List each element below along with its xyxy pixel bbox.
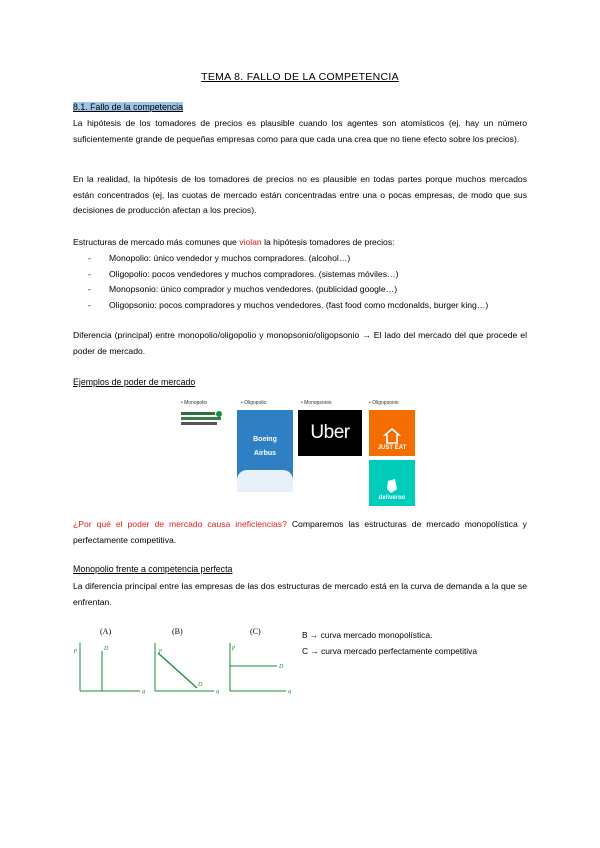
legend-c: C → curva mercado perfectamente competitiva [302,646,478,656]
graph-b-q-label: q [216,689,219,695]
list-item [88,251,488,267]
house-icon [383,427,401,445]
graph-a-p-label: p [74,648,77,654]
kangaroo-icon [383,477,401,495]
monopoly-logo-icon [181,410,225,428]
deliveroo-logo [369,460,415,506]
list-dash: - [88,268,91,279]
graph-b-demand-line [158,653,197,688]
paragraph-tomadores-precios: La hipótesis de los tomadores de precios es plausible cuando los agentes son atomísticos (ej. hay un número suficientemente grande de pequeñas empresas como para que cada una crea que no tiene efecto sobre los precios). [73,118,527,144]
paragraph-diferencia-demanda: La diferencia principal entre las empresas de las dos estructuras de mercado está en la curva de demanda a la que se enfrentan. [73,581,527,607]
book-title-airbus: Airbus [253,450,277,457]
book-clouds [237,470,293,492]
list-item-text: Oligopsonio: pocos compradores y muchos vendedores. (fast food como mcdonalds, burger king…) [109,299,489,310]
paragraph-pregunta [73,517,527,548]
graph-legend [302,627,477,659]
intro-text-a: Estructuras de mercado más comunes que [73,237,240,247]
just-eat-text: JUST EAT [377,445,407,451]
book-title-boeing: Boeing [253,436,277,443]
paragraph-realidad: En la realidad, la hipótesis de los tomadores de precios no es plausible en todas partes porque muchos mercados están concentrados (ej. las cuotas de mercado están concentradas entre una o pocas empresas, de modo que sus decisiones de producción afectan a los precios). [73,174,527,216]
demand-curves-graph [70,625,300,700]
market-power-examples-image [177,400,423,506]
graph-c-d-label: D [279,664,284,670]
list-item [88,282,488,298]
list-dash: - [88,253,91,263]
list-dash: - [88,284,91,295]
examples-heading: Ejemplos de poder de mercado [73,377,196,387]
legend-b: B → curva mercado monopolística. [302,630,433,640]
graph-a-d-label: D [104,646,109,652]
list-item-text: Monopolio: único vendedor y muchos compradores. (alcohol…) [109,253,351,263]
graph-c-q-label: q [288,689,291,695]
intro-text-violan: violan [239,237,262,247]
list-item [88,298,488,314]
graph-c-label: (C) [250,627,261,636]
graph-c-p-label: p [232,645,235,651]
question-rest-text: Comparemos las estructuras de mercado monopolística y perfectamente competitiva. [73,519,527,545]
graph-b-label: (B) [172,627,183,636]
list-item-text: Monopsonio: único comprador y muchos vendedores. (publicidad google…) [109,284,398,295]
section-heading-text: 8.1. Fallo de la competencia [73,102,184,112]
label-oligopolio: • Oligopolio [241,400,267,406]
list-item-text: Oligopolio: pocos vendedores y muchos compradores. (sistemas móviles…) [109,268,399,279]
deliveroo-text: deliveroo [378,495,406,501]
question-red-text: ¿Por qué el poder de mercado causa ineficiencias? [73,519,287,529]
graph-a-q-label: q [142,689,145,695]
market-structures-list [88,251,488,313]
paragraph-estructuras-intro [73,235,527,251]
label-oligopsonio: • Oligopsonio [369,400,399,406]
paragraph-diferencia: Diferencia (principal) entre monopolio/oligopolio y monopsonio/oligopsonio → El lado del mercado del que procede el poder de mercado. [73,330,527,356]
intro-text-b: la hipótesis tomadores de precios: [261,237,395,247]
list-dash: - [88,299,91,310]
graph-b-p-label: p [159,648,162,654]
label-monopsonio: • Monopsonio [301,400,332,406]
page-title: TEMA 8. FALLO DE LA COMPETENCIA [201,71,399,83]
just-eat-logo [369,410,415,456]
graph-a-label: (A) [100,627,112,636]
uber-logo: Uber [298,410,362,456]
graph-b-d-label: D [198,682,203,688]
section-heading-fallo [73,102,183,112]
list-item [88,267,488,283]
label-monopolio: • Monopolio [181,400,208,406]
monopolio-competencia-heading: Monopolio frente a competencia perfecta [73,564,233,574]
boeing-airbus-book-image [237,410,293,492]
